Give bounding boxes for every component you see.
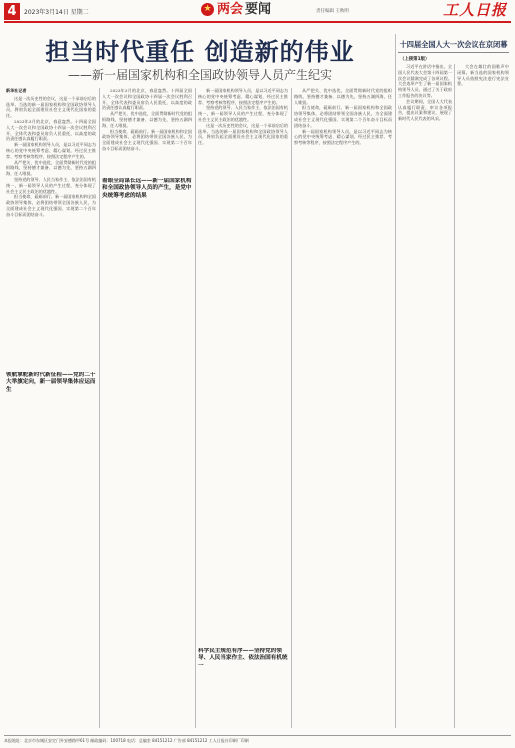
article-paragraph: 担当使命，砥砺前行。新一届国家机构和全国政协领导集体，必将团结带领全国各族人民，为全面建成社会主义现代化强国、实现第二个百年奋斗目标而团结奋斗。 bbox=[294, 105, 392, 128]
sidebar-headline: 十四届全国人大一次会议在京闭幕 bbox=[399, 40, 508, 49]
article-subhead: 领航掌舵新时代新征程——党的二十大举旗定向，新一届领导集体应运而生 bbox=[6, 372, 96, 410]
article-paragraph: 坚持党的领导、人民当家作主、依法治国有机统一，新一届领导人员的产生过程，充分体现了社会主义民主政治的优越性。 bbox=[6, 176, 96, 194]
sidebar-paragraph: 大会在雄壮的国歌声中闭幕。新当选的国家机构领导人员依照宪法进行宪法宣誓。 bbox=[457, 64, 509, 87]
header-rule bbox=[4, 21, 511, 23]
footer-imprint: 本报地址：北京市东城区安定门外安德路甲61号 邮政编码：100718 电话：总编室 84151212 广告部 84151212 工人日报社印刷厂印刷 bbox=[4, 738, 249, 743]
article-paragraph: 从严把关、优中选优，全面贯彻新时代党的组织路线，坚持德才兼备、以德为先，坚持五湖四海、任人唯贤。 bbox=[102, 111, 192, 128]
page-header bbox=[0, 0, 515, 24]
column-divider bbox=[99, 88, 100, 728]
article-paragraph: 2023年3月的北京，春意盎然。十四届全国人大一次会议和全国政协十四届一次会议胜利召开，全体代表和委员肩负人民重托，以高度的政治责任感认真履行职责。 bbox=[6, 118, 96, 142]
column-divider bbox=[291, 88, 292, 728]
article-byline: 新华社记者 bbox=[6, 88, 27, 93]
masthead-logo: 工人日报 bbox=[442, 1, 507, 19]
sidebar-rule bbox=[398, 52, 509, 53]
article-column-3 bbox=[198, 88, 288, 728]
section-title bbox=[217, 2, 271, 18]
editor-line: 责任编辑 王秋明 bbox=[316, 9, 349, 14]
footer-rule bbox=[4, 735, 511, 736]
article-paragraph: 这是一次历史性的会议，这是一个承前启后的选举。当选的新一届国家机构和全国政协领导人员，将肩负起全面建设社会主义现代化国家的重任。 bbox=[6, 95, 96, 119]
article-paragraph: 担当使命，砥砺前行。新一届国家机构和全国政协领导集体，必将团结带领全国各族人民，为全面建成社会主义现代化强国、实现第二个百年奋斗目标而团结奋斗。 bbox=[102, 128, 192, 151]
sidebar-column-2 bbox=[457, 64, 509, 728]
article-column-4 bbox=[294, 88, 392, 728]
page-number: 4 bbox=[4, 3, 20, 20]
article-paragraph: 这是一次历史性的会议，这是一个承前启后的选举。当选的新一届国家机构和全国政协领导人员，将肩负起全面建设社会主义现代化国家的重任。 bbox=[198, 122, 288, 146]
article-subhead: 科学民主规范有序——坚持党的领导、人民当家作主、依法治国有机统一 bbox=[198, 648, 288, 678]
article-paragraph: 新一届国家机构领导人员，是以习近平同志为核心的党中央统筹考虑、精心谋划，经过民主推荐、考察考核等程序，按照法定程序产生的。 bbox=[198, 88, 288, 105]
article-paragraph: 从严把关、优中选优，全面贯彻新时代党的组织路线，坚持德才兼备、以德为先，坚持五湖四海、任人唯贤。 bbox=[6, 159, 96, 177]
section-name: 两会 bbox=[217, 2, 244, 17]
article-paragraph: 2023年3月的北京，春意盎然。十四届全国人大一次会议和全国政协十四届一次会议胜利召开，全体代表和委员肩负人民重托，以高度的政治责任感认真履行职责。 bbox=[102, 88, 192, 111]
article-paragraph: 从严把关、优中选优，全面贯彻新时代党的组织路线，坚持德才兼备、以德为先，坚持五湖四海、任人唯贤。 bbox=[294, 88, 392, 105]
column-divider bbox=[195, 88, 196, 728]
column-divider bbox=[395, 34, 396, 728]
article-paragraph: 担当使命，砥砺前行。新一届国家机构和全国政协领导集体，必将团结带领全国各族人民，为全面建成社会主义现代化强国、实现第二个百年奋斗目标而团结奋斗。 bbox=[6, 194, 96, 217]
article-subheadline: ——新一届国家机构和全国政协领导人员产生纪实 bbox=[67, 68, 332, 82]
sidebar-column-1 bbox=[398, 64, 452, 728]
sidebar-paragraph: 会议期间，全国人大代表认真履行职责，审议各项报告，提出议案和建议，展现了新时代人民代表的风采。 bbox=[398, 98, 452, 122]
article-paragraph: 坚持党的领导、人民当家作主、依法治国有机统一，新一届领导人员的产生过程，充分体现了社会主义民主政治的优越性。 bbox=[198, 105, 288, 122]
article-headline: 担当时代重任 创造新的伟业 bbox=[45, 38, 355, 66]
article-paragraph: 新一届国家机构领导人员，是以习近平同志为核心的党中央统筹考虑、精心谋划，经过民主推荐、考察考核等程序，按照法定程序产生的。 bbox=[294, 128, 392, 146]
sidebar-paragraph: 习近平在讲话中指出，全国人民代表大会第十四届第一次会议圆满完成了各项议程。大会选举产生了新一届国家机构领导人员，通过了关于政府工作报告的决议等。 bbox=[398, 64, 452, 98]
section-subname: 要闻 bbox=[245, 2, 272, 17]
column-divider bbox=[454, 64, 455, 728]
article-paragraph: 新一届国家机构领导人员，是以习近平同志为核心的党中央统筹考虑、精心谋划，经过民主推荐、考察考核等程序，按照法定程序产生的。 bbox=[6, 142, 96, 159]
sidebar-dateline: （上接第1版） bbox=[400, 57, 430, 62]
issue-date: 2023年3月14日 星期二 bbox=[24, 9, 89, 16]
emblem-icon: ★ bbox=[201, 3, 214, 16]
article-subhead: 着眼全局谋长远——新一届国家机构和全国政协领导人员的产生，是党中央统筹考虑的结果 bbox=[102, 178, 192, 208]
